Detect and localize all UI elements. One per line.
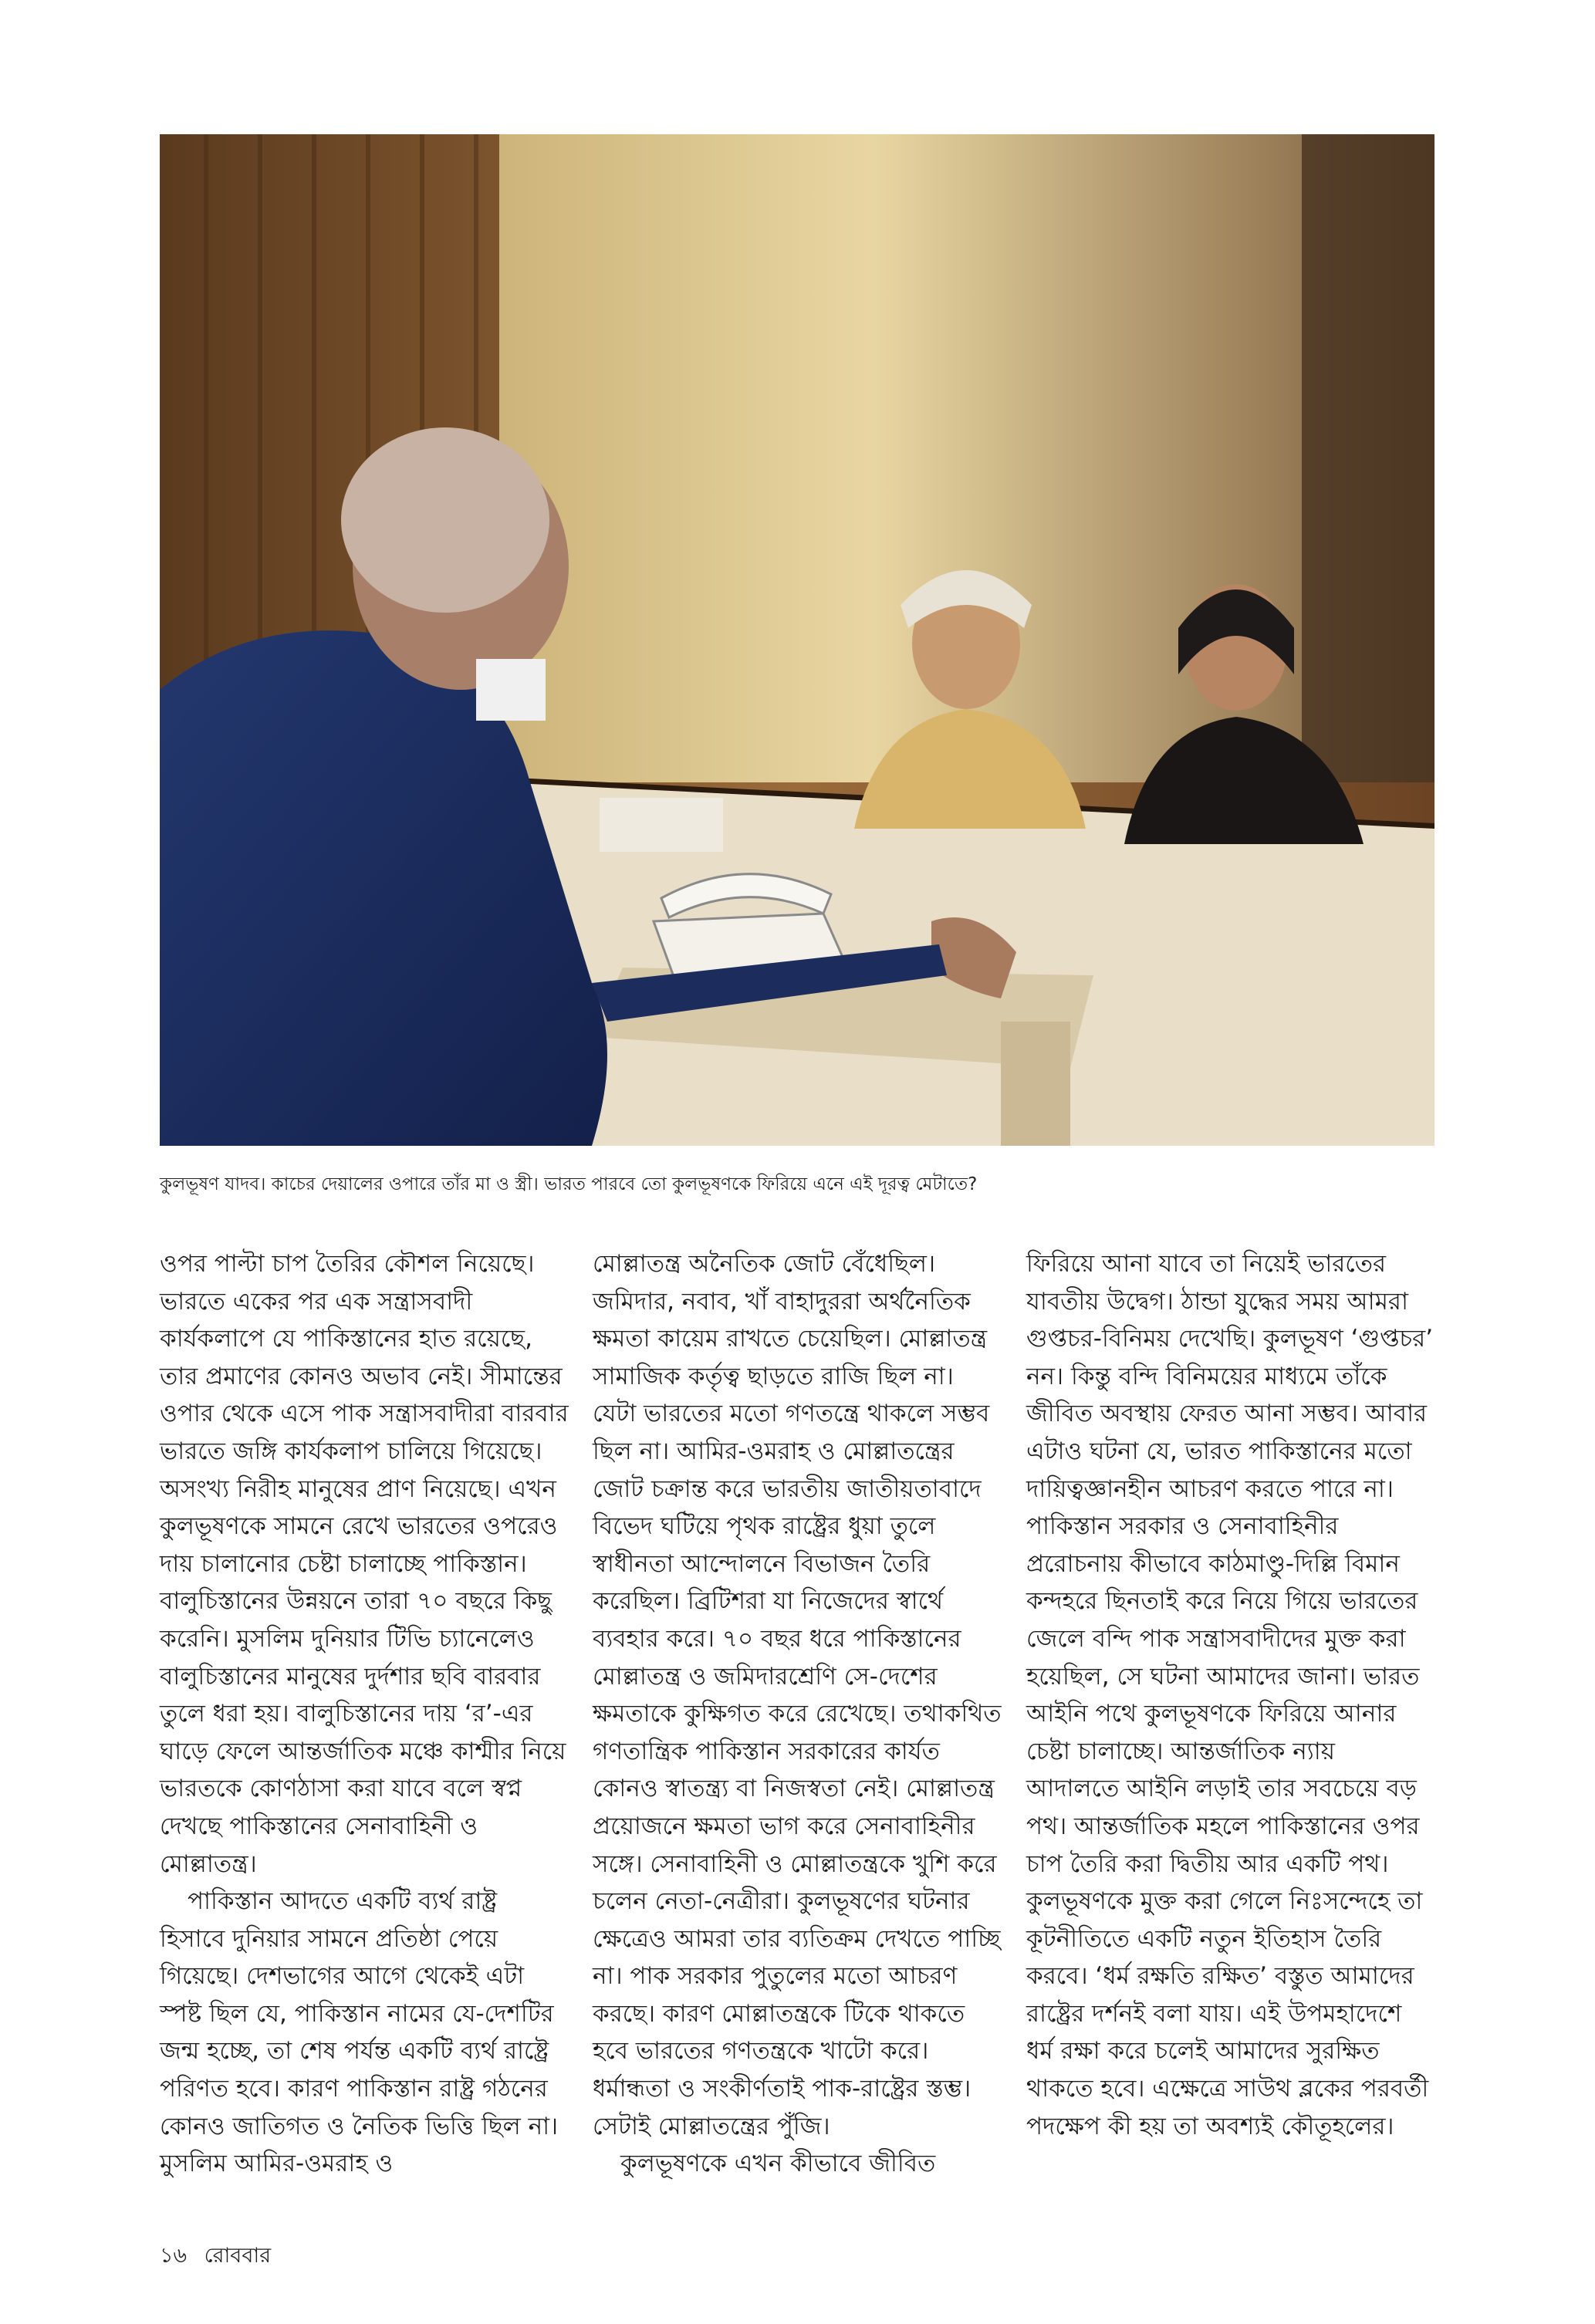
photo-caption: কুলভূষণ যাদব। কাচের দেয়ালের ওপারে তাঁর মা ও স্ত্রী। ভারত পারবে তো কুলভূষণকে ফিরিয়ে এনে এই দূরত্ব মেটাতে? [160,1174,978,1194]
article-photo [160,134,1434,1146]
tissue-box [600,798,723,852]
paragraph: কুলভূষণকে এখন কীভাবে জীবিত [620,2150,936,2178]
article-column-1 [160,1245,569,2183]
paragraph: পাকিস্তান আদতে একটি ব্যর্থ রাষ্ট্র হিসাবে দুনিয়ার সামনে প্রতিষ্ঠা পেয়ে গিয়েছে। দেশভাগের আগে থেকেই এটা স্পষ্ট ছিল যে, পাকিস্তান নামের যে-দেশটির জন্ম হচ্ছে, তা শেষ পর্যন্ত একটি ব্যর্থ রাষ্ট্রে পরিণত হবে। কারণ পাকিস্তান রাষ্ট্র গঠনের কোনও জাতিগত ও নৈতিক ভিত্তি ছিল না। মুসলিম আমির-ওমরাহ ও [160,1887,559,2178]
article-column-2 [593,1245,1002,2183]
publication-name: রোববার [204,2244,272,2268]
paragraph: ফিরিয়ে আনা যাবে তা নিয়েই ভারতের যাবতীয় উদ্বেগ। ঠান্ডা যুদ্ধের সময় আমরা গুপ্তচর-বিনিময় দেখেছি। কুলভূষণ ‘গুপ্তচর’ নন। কিন্তু বন্দি বিনিময়ের মাধ্যমে তাঁকে জীবিত অবস্থায় ফেরত আনা সম্ভব। আবার এটাও ঘটনা যে, ভারত পাকিস্তানের মতো দায়িত্বজ্ঞানহীন আচরণ করতে পারে না। পাকিস্তান সরকার ও সেনাবাহিনীর প্ররোচনায় কীভাবে কাঠমাণ্ডু-দিল্লি বিমান কন্দহরে ছিনতাই করে নিয়ে গিয়ে ভারতের জেলে বন্দি পাক সন্ত্রাসবাদীদের মুক্ত করা হয়েছিল, সে ঘটনা আমাদের জানা। ভারত আইনি পথে কুলভূষণকে ফিরিয়ে আনার চেষ্টা চালাচ্ছে। আন্তর্জাতিক ন্যায় আদালতে আইনি লড়াই তার সবচেয়ে বড় পথ। আন্তর্জাতিক মহলে পাকিস্তানের ওপর চাপ তৈরি করা দ্বিতীয় আর একটি পথ। কুলভূষণকে মুক্ত করা গেলে নিঃসন্দেহে তা কূটনীতিতে একটি নতুন ইতিহাস তৈরি করবে। ‘ধর্ম রক্ষতি রক্ষিত’ বস্তুত আমাদের রাষ্ট্রের দর্শনই বলা যায়। এই উপমহাদেশে ধর্ম রক্ষা করে চলেই আমাদের সুরক্ষিত থাকতে হবে। এক্ষেত্রে সাউথ ব্লকের পরবর্তী পদক্ষেপ কী হয় তা অবশ্যই কৌতূহলের। [1026,1250,1434,2140]
paragraph: ওপর পাল্টা চাপ তৈরির কৌশল নিয়েছে। ভারতে একের পর এক সন্ত্রাসবাদী কার্যকলাপে যে পাকিস্তানের হাত রয়েছে, তার প্রমাণের কোনও অভাব নেই। সীমান্তের ওপার থেকে এসে পাক সন্ত্রাসবাদীরা বারবার ভারতে জঙ্গি কার্যকলাপ চালিয়ে গিয়েছে। অসংখ্য নিরীহ মানুষের প্রাণ নিয়েছে। এখন কুলভূষণকে সামনে রেখে ভারতের ওপরেও দায় চালানোর চেষ্টা চালাচ্ছে পাকিস্তান। বালুচিস্তানের উন্নয়নে তারা ৭০ বছরে কিছু করেনি। মুসলিম দুনিয়ার টিভি চ্যানেলেও বালুচিস্তানের মানুষের দুর্দশার ছবি বারবার তুলে ধরা হয়। বালুচিস্তানের দায় ‘র’-এর ঘাড়ে ফেলে আন্তর্জাতিক মঞ্চে কাশ্মীর নিয়ে ভারতকে কোণঠাসা করা যাবে বলে স্বপ্ন দেখছে পাকিস্তানের সেনাবাহিনী ও মোল্লাতন্ত্র। [160,1250,569,1878]
page-footer [160,2242,271,2270]
paragraph: মোল্লাতন্ত্র অনৈতিক জোট বেঁধেছিল। জমিদার, নবাব, খাঁ বাহাদুররা অর্থনৈতিক ক্ষমতা কায়েম রাখতে চেয়েছিল। মোল্লাতন্ত্র সামাজিক কর্তৃত্ব ছাড়তে রাজি ছিল না। যেটা ভারতের মতো গণতন্ত্রে থাকলে সম্ভব ছিল না। আমির-ওমরাহ ও মোল্লাতন্ত্রের জোট চক্রান্ত করে ভারতীয় জাতীয়তাবাদে বিভেদ ঘটিয়ে পৃথক রাষ্ট্রের ধুয়া তুলে স্বাধীনতা আন্দোলনে বিভাজন তৈরি করেছিল। ব্রিটিশরা যা নিজেদের স্বার্থে ব্যবহার করে। ৭০ বছর ধরে পাকিস্তানের মোল্লাতন্ত্র ও জমিদারশ্রেণি সে-দেশের ক্ষমতাকে কুক্ষিগত করে রেখেছে। তথাকথিত গণতান্ত্রিক পাকিস্তান সরকারের কার্যত কোনও স্বাতন্ত্র্য বা নিজস্বতা নেই। মোল্লাতন্ত্র প্রয়োজনে ক্ষমতা ভাগ করে সেনাবাহিনীর সঙ্গে। সেনাবাহিনী ও মোল্লাতন্ত্রকে খুশি করে চলেন নেতা-নেত্রীরা। কুলভূষণের ঘটনার ক্ষেত্রেও আমরা তার ব্যতিক্রম দেখতে পাচ্ছি না। পাক সরকার পুতুলের মতো আচরণ করছে। কারণ মোল্লাতন্ত্রকে টিকে থাকতে হবে ভারতের গণতন্ত্রকে খাটো করে। ধর্মান্ধতা ও সংকীর্ণতাই পাক-রাষ্ট্রের স্তম্ভ। সেটাই মোল্লাতন্ত্রের পুঁজি। [593,1250,1002,2140]
photo-illustration [160,134,1434,1146]
article-column-3 [1026,1245,1435,2145]
page-number: ১৬ [160,2244,188,2268]
